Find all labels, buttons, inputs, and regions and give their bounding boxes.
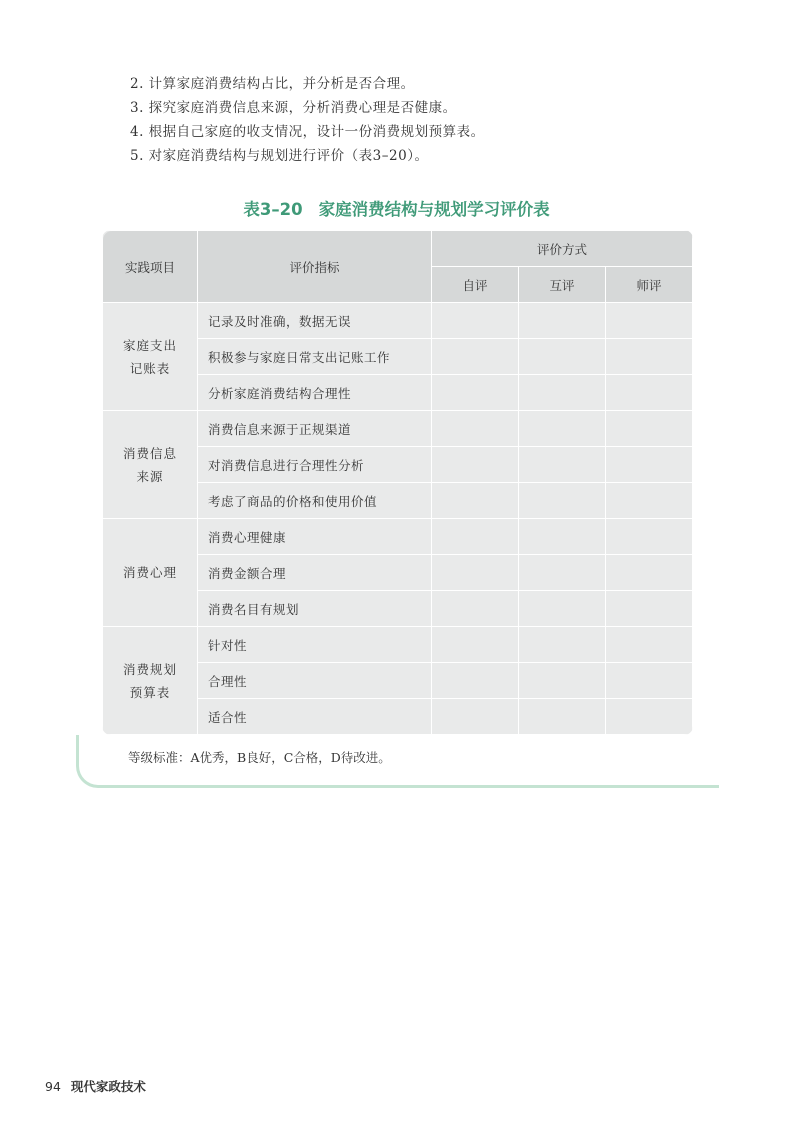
step-item: 3. 探究家庭消费信息来源，分析消费心理是否健康。 [130, 100, 457, 116]
self-eval-cell[interactable] [432, 339, 519, 375]
evaluation-table [102, 230, 693, 735]
peer-eval-cell[interactable] [519, 519, 606, 555]
teacher-eval-cell[interactable] [606, 627, 693, 663]
header-method: 评价方式 [432, 231, 693, 267]
header-indicator: 评价指标 [198, 231, 432, 303]
table-title [0, 196, 793, 220]
peer-eval-cell[interactable] [519, 699, 606, 735]
self-eval-cell[interactable] [432, 699, 519, 735]
peer-eval-cell[interactable] [519, 483, 606, 519]
step-item: 4. 根据自己家庭的收支情况，设计一份消费规划预算表。 [130, 124, 485, 140]
book-title: 现代家政技术 [70, 1079, 146, 1094]
teacher-eval-cell[interactable] [606, 339, 693, 375]
self-eval-cell[interactable] [432, 411, 519, 447]
header-project: 实践项目 [103, 231, 198, 303]
self-eval-cell[interactable] [432, 483, 519, 519]
indicator-cell: 消费名目有规划 [198, 591, 432, 627]
peer-eval-cell[interactable] [519, 555, 606, 591]
indicator-cell: 对消费信息进行合理性分析 [198, 447, 432, 483]
project-cell [103, 303, 198, 411]
peer-eval-cell[interactable] [519, 411, 606, 447]
peer-eval-cell[interactable] [519, 303, 606, 339]
table-number: 表3–20 [243, 200, 303, 219]
indicator-cell: 适合性 [198, 699, 432, 735]
peer-eval-cell[interactable] [519, 663, 606, 699]
header-peer: 互评 [519, 267, 606, 303]
teacher-eval-cell[interactable] [606, 555, 693, 591]
activity-steps [130, 72, 485, 168]
self-eval-cell[interactable] [432, 663, 519, 699]
self-eval-cell[interactable] [432, 627, 519, 663]
indicator-cell: 消费心理健康 [198, 519, 432, 555]
project-line: 家庭支出 [122, 337, 177, 353]
table-row [103, 519, 693, 555]
indicator-cell: 合理性 [198, 663, 432, 699]
indicator-cell: 消费金额合理 [198, 555, 432, 591]
peer-eval-cell[interactable] [519, 339, 606, 375]
step-item: 5. 对家庭消费结构与规划进行评价（表3–20）。 [130, 148, 429, 164]
step-item: 2. 计算家庭消费结构占比，并分析是否合理。 [130, 76, 415, 92]
project-line: 消费信息 [122, 445, 177, 461]
project-cell [103, 627, 198, 735]
self-eval-cell[interactable] [432, 591, 519, 627]
self-eval-cell[interactable] [432, 375, 519, 411]
teacher-eval-cell[interactable] [606, 699, 693, 735]
project-line: 消费心理 [122, 565, 177, 580]
self-eval-cell[interactable] [432, 447, 519, 483]
self-eval-cell[interactable] [432, 555, 519, 591]
project-line: 记账表 [129, 360, 171, 376]
indicator-cell: 考虑了商品的价格和使用价值 [198, 483, 432, 519]
self-eval-cell[interactable] [432, 519, 519, 555]
peer-eval-cell[interactable] [519, 375, 606, 411]
indicator-cell: 记录及时准确，数据无误 [198, 303, 432, 339]
indicator-cell: 针对性 [198, 627, 432, 663]
teacher-eval-cell[interactable] [606, 663, 693, 699]
table-row [103, 627, 693, 663]
indicator-cell: 分析家庭消费结构合理性 [198, 375, 432, 411]
teacher-eval-cell[interactable] [606, 447, 693, 483]
teacher-eval-cell[interactable] [606, 411, 693, 447]
indicator-cell: 积极参与家庭日常支出记账工作 [198, 339, 432, 375]
project-line: 预算表 [129, 684, 171, 700]
teacher-eval-cell[interactable] [606, 591, 693, 627]
page-number: 94 [45, 1079, 61, 1094]
table-title-text: 家庭消费结构与规划学习评价表 [318, 200, 550, 219]
peer-eval-cell[interactable] [519, 627, 606, 663]
teacher-eval-cell[interactable] [606, 303, 693, 339]
self-eval-cell[interactable] [432, 303, 519, 339]
teacher-eval-cell[interactable] [606, 483, 693, 519]
project-line: 消费规划 [122, 661, 177, 677]
header-self: 自评 [432, 267, 519, 303]
table-row [103, 411, 693, 447]
teacher-eval-cell[interactable] [606, 519, 693, 555]
project-line: 来源 [136, 468, 164, 484]
page-footer [45, 1077, 146, 1095]
teacher-eval-cell[interactable] [606, 375, 693, 411]
indicator-cell: 消费信息来源于正规渠道 [198, 411, 432, 447]
project-cell [103, 519, 198, 627]
project-cell [103, 411, 198, 519]
grade-standard-note: 等级标准：A优秀，B良好，C合格，D待改进。 [128, 750, 391, 765]
table-row [103, 303, 693, 339]
header-teacher: 师评 [606, 267, 693, 303]
peer-eval-cell[interactable] [519, 447, 606, 483]
peer-eval-cell[interactable] [519, 591, 606, 627]
